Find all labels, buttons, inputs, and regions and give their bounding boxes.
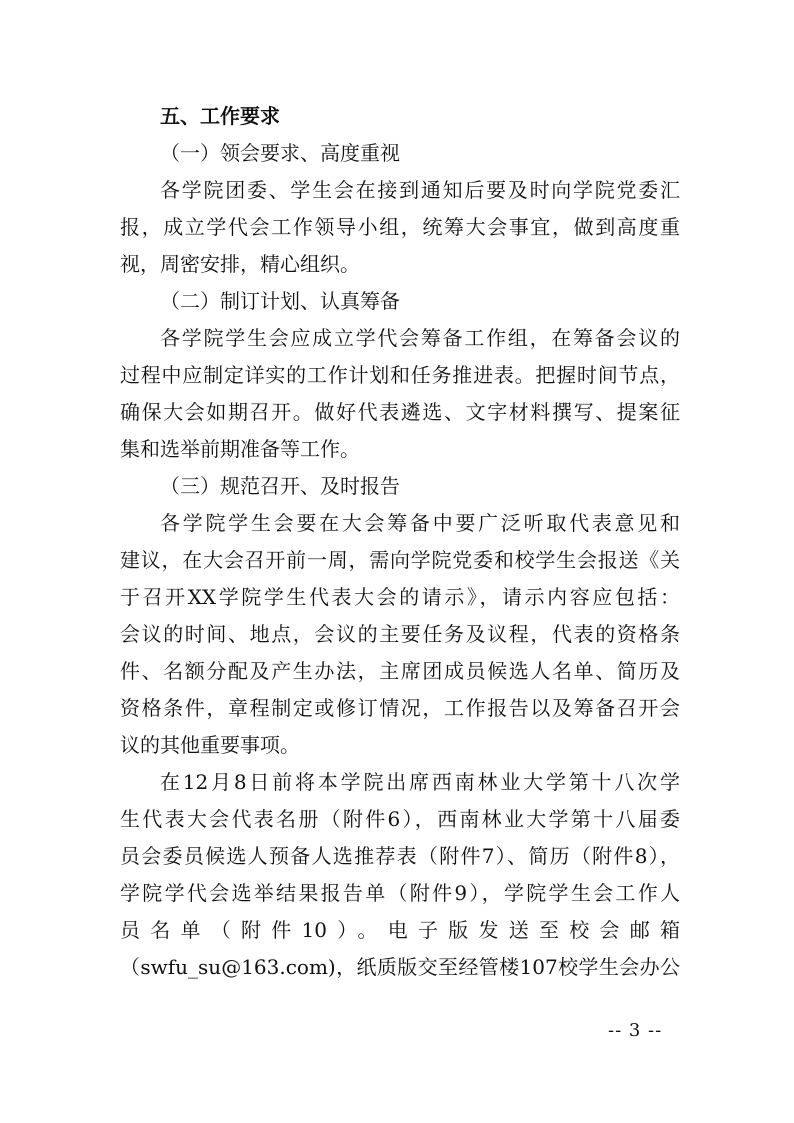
paragraph-2 — [120, 320, 680, 468]
paragraph-3 — [120, 505, 680, 764]
paragraph-line: 学院学代会选举结果报告单（附件9），学院学生会工作人 — [120, 881, 680, 905]
subsection-title-2: （二）制订计划、认真筹备 — [160, 289, 400, 313]
document-page — [120, 98, 680, 986]
paragraph-line: 在12月8日前将本学院出席西南林业大学第十八次学 — [160, 770, 680, 794]
closing-paragraph — [120, 764, 680, 986]
paragraph-line: 各学院学生会应成立学代会筹备工作组，在筹备会议的 — [160, 326, 680, 350]
paragraph-line: 建议，在大会召开前一周，需向学院党委和校学生会报送《关 — [120, 548, 680, 572]
paragraph-line: （swfu_su@163.com)，纸质版交至经管楼107校学生会办公 — [120, 955, 680, 979]
paragraph-line: 确保大会如期召开。做好代表遴选、文字材料撰写、提案征 — [120, 400, 680, 424]
paragraph-line: 生代表大会代表名册（附件6），西南林业大学第十八届委 — [120, 807, 680, 831]
paragraph-line: 员名单（附件10）。电子版发送至校会邮箱 — [120, 918, 680, 942]
paragraph-line: 过程中应制定详实的工作计划和任务推进表。把握时间节点， — [120, 363, 680, 387]
paragraph-line: 报，成立学代会工作领导小组，统筹大会事宜，做到高度重 — [120, 215, 680, 239]
section-title: 五、工作要求 — [160, 104, 280, 128]
paragraph-line: 集和选举前期准备等工作。 — [120, 437, 360, 461]
paragraph-line: 于召开XX学院学生代表大会的请示》，请示内容应包括： — [120, 585, 680, 609]
paragraph-line: 会议的时间、地点，会议的主要任务及议程，代表的资格条 — [120, 622, 680, 646]
paragraph-line: 件、名额分配及产生办法，主席团成员候选人名单、简历及 — [120, 659, 680, 683]
paragraph-line: 各学院团委、学生会在接到通知后要及时向学院党委汇 — [160, 178, 680, 202]
subsection-title-1: （一）领会要求、高度重视 — [160, 141, 400, 165]
paragraph-line: 资格条件，章程制定或修订情况，工作报告以及筹备召开会 — [120, 696, 680, 720]
paragraph-line: 视，周密安排，精心组织。 — [120, 252, 360, 276]
paragraph-line: 员会委员候选人预备人选推荐表（附件7）、简历（附件8）， — [120, 844, 680, 868]
page-number: -- 3 -- — [608, 1020, 663, 1041]
paragraph-1 — [120, 172, 680, 283]
paragraph-line: 议的其他重要事项。 — [120, 733, 300, 757]
paragraph-line: 各学院学生会要在大会筹备中要广泛听取代表意见和 — [160, 511, 680, 535]
subsection-title-3: （三）规范召开、及时报告 — [160, 474, 400, 498]
